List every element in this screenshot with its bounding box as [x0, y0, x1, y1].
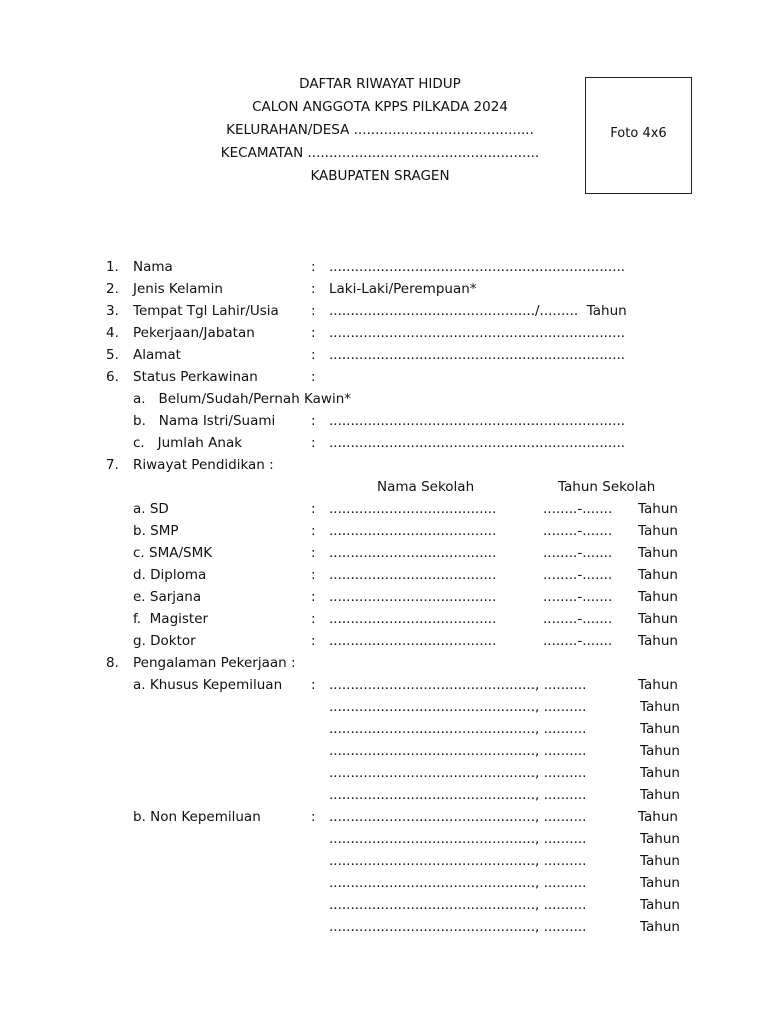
education-title: Riwayat Pendidikan : — [133, 457, 274, 473]
item-label-status: Status Perkawinan — [133, 369, 258, 385]
khusus-field[interactable]: ................................................, .......... — [329, 765, 587, 781]
item-colon: : — [311, 303, 316, 319]
item-colon: : — [311, 633, 316, 649]
non-kepemiluan-field[interactable]: ................................................, .......... — [329, 853, 587, 869]
year-unit: Tahun — [638, 809, 678, 825]
education-level-label: b. SMP — [133, 523, 179, 539]
item-label-pekerjaan: Pekerjaan/Jabatan — [133, 325, 255, 341]
education-level-label: c. SMA/SMK — [133, 545, 213, 561]
education-level-label: e. Sarjana — [133, 589, 202, 605]
school-name-field[interactable]: ....................................... — [329, 611, 497, 627]
item-colon: : — [311, 259, 316, 275]
khusus-label: a. Khusus Kepemiluan — [133, 677, 283, 693]
non-kepemiluan-field[interactable]: ................................................, .......... — [329, 919, 587, 935]
year-unit: Tahun — [640, 699, 680, 715]
photo-box — [585, 77, 692, 194]
item-number: 6. — [106, 369, 119, 385]
school-year-field[interactable]: ........-....... — [543, 611, 613, 627]
khusus-field[interactable]: ................................................, .......... — [329, 699, 587, 715]
item-colon: : — [311, 589, 316, 605]
item-label-jenis-kelamin: Jenis Kelamin — [133, 281, 223, 297]
item-number: 5. — [106, 347, 119, 363]
item-number: 1. — [106, 259, 119, 275]
item-number: 3. — [106, 303, 119, 319]
item-colon: : — [311, 501, 316, 517]
school-name-field[interactable]: ....................................... — [329, 545, 497, 561]
year-unit: Tahun — [640, 875, 680, 891]
education-level-label: d. Diploma — [133, 567, 207, 583]
marital-status-option[interactable]: a. Belum/Sudah/Pernah Kawin* — [133, 391, 352, 407]
item-colon: : — [311, 325, 316, 341]
year-unit: Tahun — [640, 853, 680, 869]
school-year-field[interactable]: ........-....... — [543, 633, 613, 649]
item-colon: : — [311, 611, 316, 627]
non-kepemiluan-field[interactable]: ................................................, .......... — [329, 875, 587, 891]
work-title: Pengalaman Pekerjaan : — [133, 655, 296, 671]
form-title: DAFTAR RIWAYAT HIDUP — [299, 76, 461, 92]
school-year-field[interactable]: ........-....... — [543, 501, 613, 517]
year-unit: Tahun — [638, 545, 678, 561]
item-colon: : — [311, 413, 316, 429]
school-name-field[interactable]: ....................................... — [329, 523, 497, 539]
year-unit: Tahun — [640, 743, 680, 759]
item-label-nama: Nama — [133, 259, 173, 275]
children-label: c. Jumlah Anak — [133, 435, 243, 451]
item-colon: : — [311, 567, 316, 583]
spouse-field[interactable]: ..................................................................... — [329, 413, 626, 429]
school-name-field[interactable]: ....................................... — [329, 589, 497, 605]
school-name-header: Nama Sekolah — [377, 479, 475, 495]
kelurahan-line: KELURAHAN/DESA .......................................... — [226, 122, 534, 138]
item-colon: : — [311, 677, 316, 693]
non-kepemiluan-field[interactable]: ................................................, .......... — [329, 831, 587, 847]
khusus-field[interactable]: ................................................, .......... — [329, 743, 587, 759]
school-year-field[interactable]: ........-....... — [543, 589, 613, 605]
year-unit: Tahun — [640, 787, 680, 803]
education-level-label: a. SD — [133, 501, 169, 517]
item-colon: : — [311, 545, 316, 561]
non-kepemiluan-field[interactable]: ................................................, .......... — [329, 897, 587, 913]
year-unit: Tahun — [640, 919, 680, 935]
khusus-field[interactable]: ................................................, .......... — [329, 677, 587, 693]
education-level-label: g. Doktor — [133, 633, 196, 649]
year-unit: Tahun — [638, 677, 678, 693]
khusus-field[interactable]: ................................................, .......... — [329, 721, 587, 737]
item-number: 2. — [106, 281, 119, 297]
item-colon: : — [311, 809, 316, 825]
year-unit: Tahun — [640, 831, 680, 847]
item-number: 4. — [106, 325, 119, 341]
item-label-ttl: Tempat Tgl Lahir/Usia — [133, 303, 279, 319]
item-colon: : — [311, 281, 316, 297]
khusus-field[interactable]: ................................................, .......... — [329, 787, 587, 803]
kecamatan-line: KECAMATAN ...................................................... — [220, 145, 540, 161]
form-subtitle: CALON ANGGOTA KPPS PILKADA 2024 — [252, 99, 508, 115]
year-unit: Tahun — [640, 897, 680, 913]
year-unit: Tahun — [638, 589, 678, 605]
item-colon: : — [311, 523, 316, 539]
spouse-label: b. Nama Istri/Suami — [133, 413, 276, 429]
item-colon: : — [311, 347, 316, 363]
photo-label: Foto 4x6 — [610, 126, 667, 141]
item-colon: : — [311, 369, 316, 385]
alamat-field[interactable]: ..................................................................... — [329, 347, 626, 363]
item-number: 8. — [106, 655, 119, 671]
school-name-field[interactable]: ....................................... — [329, 633, 497, 649]
school-year-field[interactable]: ........-....... — [543, 567, 613, 583]
year-unit: Tahun — [638, 501, 678, 517]
item-label-alamat: Alamat — [133, 347, 181, 363]
school-name-field[interactable]: ....................................... — [329, 567, 497, 583]
year-unit: Tahun — [638, 567, 678, 583]
kabupaten-line: KABUPATEN SRAGEN — [310, 168, 450, 184]
year-unit: Tahun — [638, 523, 678, 539]
year-unit: Tahun — [640, 721, 680, 737]
nama-field[interactable]: ..................................................................... — [329, 259, 626, 275]
item-colon: : — [311, 435, 316, 451]
jenis-kelamin-field[interactable]: Laki-Laki/Perempuan* — [329, 281, 477, 297]
year-unit: Tahun — [638, 611, 678, 627]
school-name-field[interactable]: ....................................... — [329, 501, 497, 517]
pekerjaan-field[interactable]: ..................................................................... — [329, 325, 626, 341]
children-field[interactable]: ..................................................................... — [329, 435, 626, 451]
item-number: 7. — [106, 457, 119, 473]
ttl-field[interactable]: ................................................/......... Tahun — [329, 303, 627, 319]
school-year-header: Tahun Sekolah — [558, 479, 656, 495]
school-year-field[interactable]: ........-....... — [543, 545, 613, 561]
year-unit: Tahun — [640, 765, 680, 781]
non-kepemiluan-field[interactable]: ................................................, .......... — [329, 809, 587, 825]
school-year-field[interactable]: ........-....... — [543, 523, 613, 539]
year-unit: Tahun — [638, 633, 678, 649]
non-kepemiluan-label: b. Non Kepemiluan — [133, 809, 261, 825]
education-level-label: f. Magister — [133, 611, 209, 627]
